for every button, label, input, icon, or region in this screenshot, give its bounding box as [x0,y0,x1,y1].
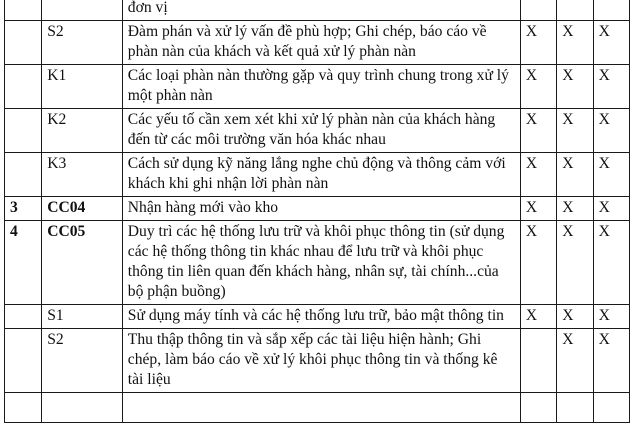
mark-cell-2: X [557,329,593,393]
description-cell: Cách sử dụng kỹ năng lắng nghe chủ động và thông cảm với khách khi ghi nhận lời phàn nàn [122,153,520,197]
mark-cell-1: X [520,197,556,221]
row-number-cell [5,393,42,423]
description-cell: Duy trì các hệ thống lưu trữ và khôi phục thông tin (sử dụng các hệ thống thông tin khác nhau để lưu trữ và khôi phục thông tin liên quan đến khách hàng, nhân sự, tài chính...của bộ phận buồng) [122,221,520,305]
table-row [5,221,630,305]
row-number-cell [5,0,42,21]
code-cell: S1 [42,305,123,329]
table-row [5,65,630,109]
mark-cell-2: X [557,305,593,329]
mark-cell-2: X [557,221,593,305]
row-number-cell [5,109,42,153]
row-number-cell: 4 [5,221,42,305]
row-number-cell [5,305,42,329]
mark-cell-3: X [593,153,629,197]
table-row [5,329,630,393]
mark-cell-1 [520,329,556,393]
description-cell: Các loại phàn nàn thường gặp và quy trình chung trong xử lý một phàn nàn [122,65,520,109]
description-cell [122,393,520,423]
mark-cell-2: X [557,65,593,109]
row-number-cell [5,329,42,393]
code-cell: K2 [42,109,123,153]
code-cell: S2 [42,21,123,65]
code-cell: K1 [42,65,123,109]
competency-table [4,0,630,423]
table-row [5,109,630,153]
mark-cell-3 [593,393,629,423]
mark-cell-2: X [557,153,593,197]
code-cell [42,393,123,423]
mark-cell-3: X [593,221,629,305]
code-cell: K3 [42,153,123,197]
mark-cell-2: X [557,109,593,153]
table-row [5,305,630,329]
description-cell: đơn vị [122,0,520,21]
mark-cell-1 [520,0,556,21]
description-cell: Nhận hàng mới vào kho [122,197,520,221]
mark-cell-2 [557,0,593,21]
table-body [5,0,630,423]
mark-cell-3: X [593,109,629,153]
code-cell: CC04 [42,197,123,221]
mark-cell-1: X [520,21,556,65]
mark-cell-3: X [593,65,629,109]
table-row [5,197,630,221]
table-row [5,393,630,423]
table-row [5,0,630,21]
code-cell [42,0,123,21]
mark-cell-2 [557,393,593,423]
row-number-cell: 3 [5,197,42,221]
row-number-cell [5,153,42,197]
mark-cell-3: X [593,329,629,393]
row-number-cell [5,65,42,109]
mark-cell-1: X [520,65,556,109]
description-cell: Các yếu tố cần xem xét khi xử lý phàn nàn của khách hàng đến từ các môi trường văn hóa khác nhau [122,109,520,153]
row-number-cell [5,21,42,65]
code-cell: CC05 [42,221,123,305]
description-cell: Sử dụng máy tính và các hệ thống lưu trữ, bảo mật thông tin [122,305,520,329]
mark-cell-3: X [593,305,629,329]
mark-cell-1: X [520,153,556,197]
mark-cell-3: X [593,21,629,65]
mark-cell-1: X [520,221,556,305]
description-cell: Thu thập thông tin và sắp xếp các tài liệu hiện hành; Ghi chép, làm báo cáo về xử lý khôi phục thông tin và thống kê tài liệu [122,329,520,393]
mark-cell-1: X [520,305,556,329]
table-row [5,153,630,197]
mark-cell-2: X [557,21,593,65]
code-cell: S2 [42,329,123,393]
mark-cell-2: X [557,197,593,221]
table-row [5,21,630,65]
mark-cell-3: X [593,197,629,221]
description-cell: Đàm phán và xử lý vấn đề phù hợp; Ghi chép, báo cáo về phàn nàn của khách và kết quả xử lý phàn nàn [122,21,520,65]
mark-cell-1: X [520,109,556,153]
mark-cell-1 [520,393,556,423]
mark-cell-3 [593,0,629,21]
